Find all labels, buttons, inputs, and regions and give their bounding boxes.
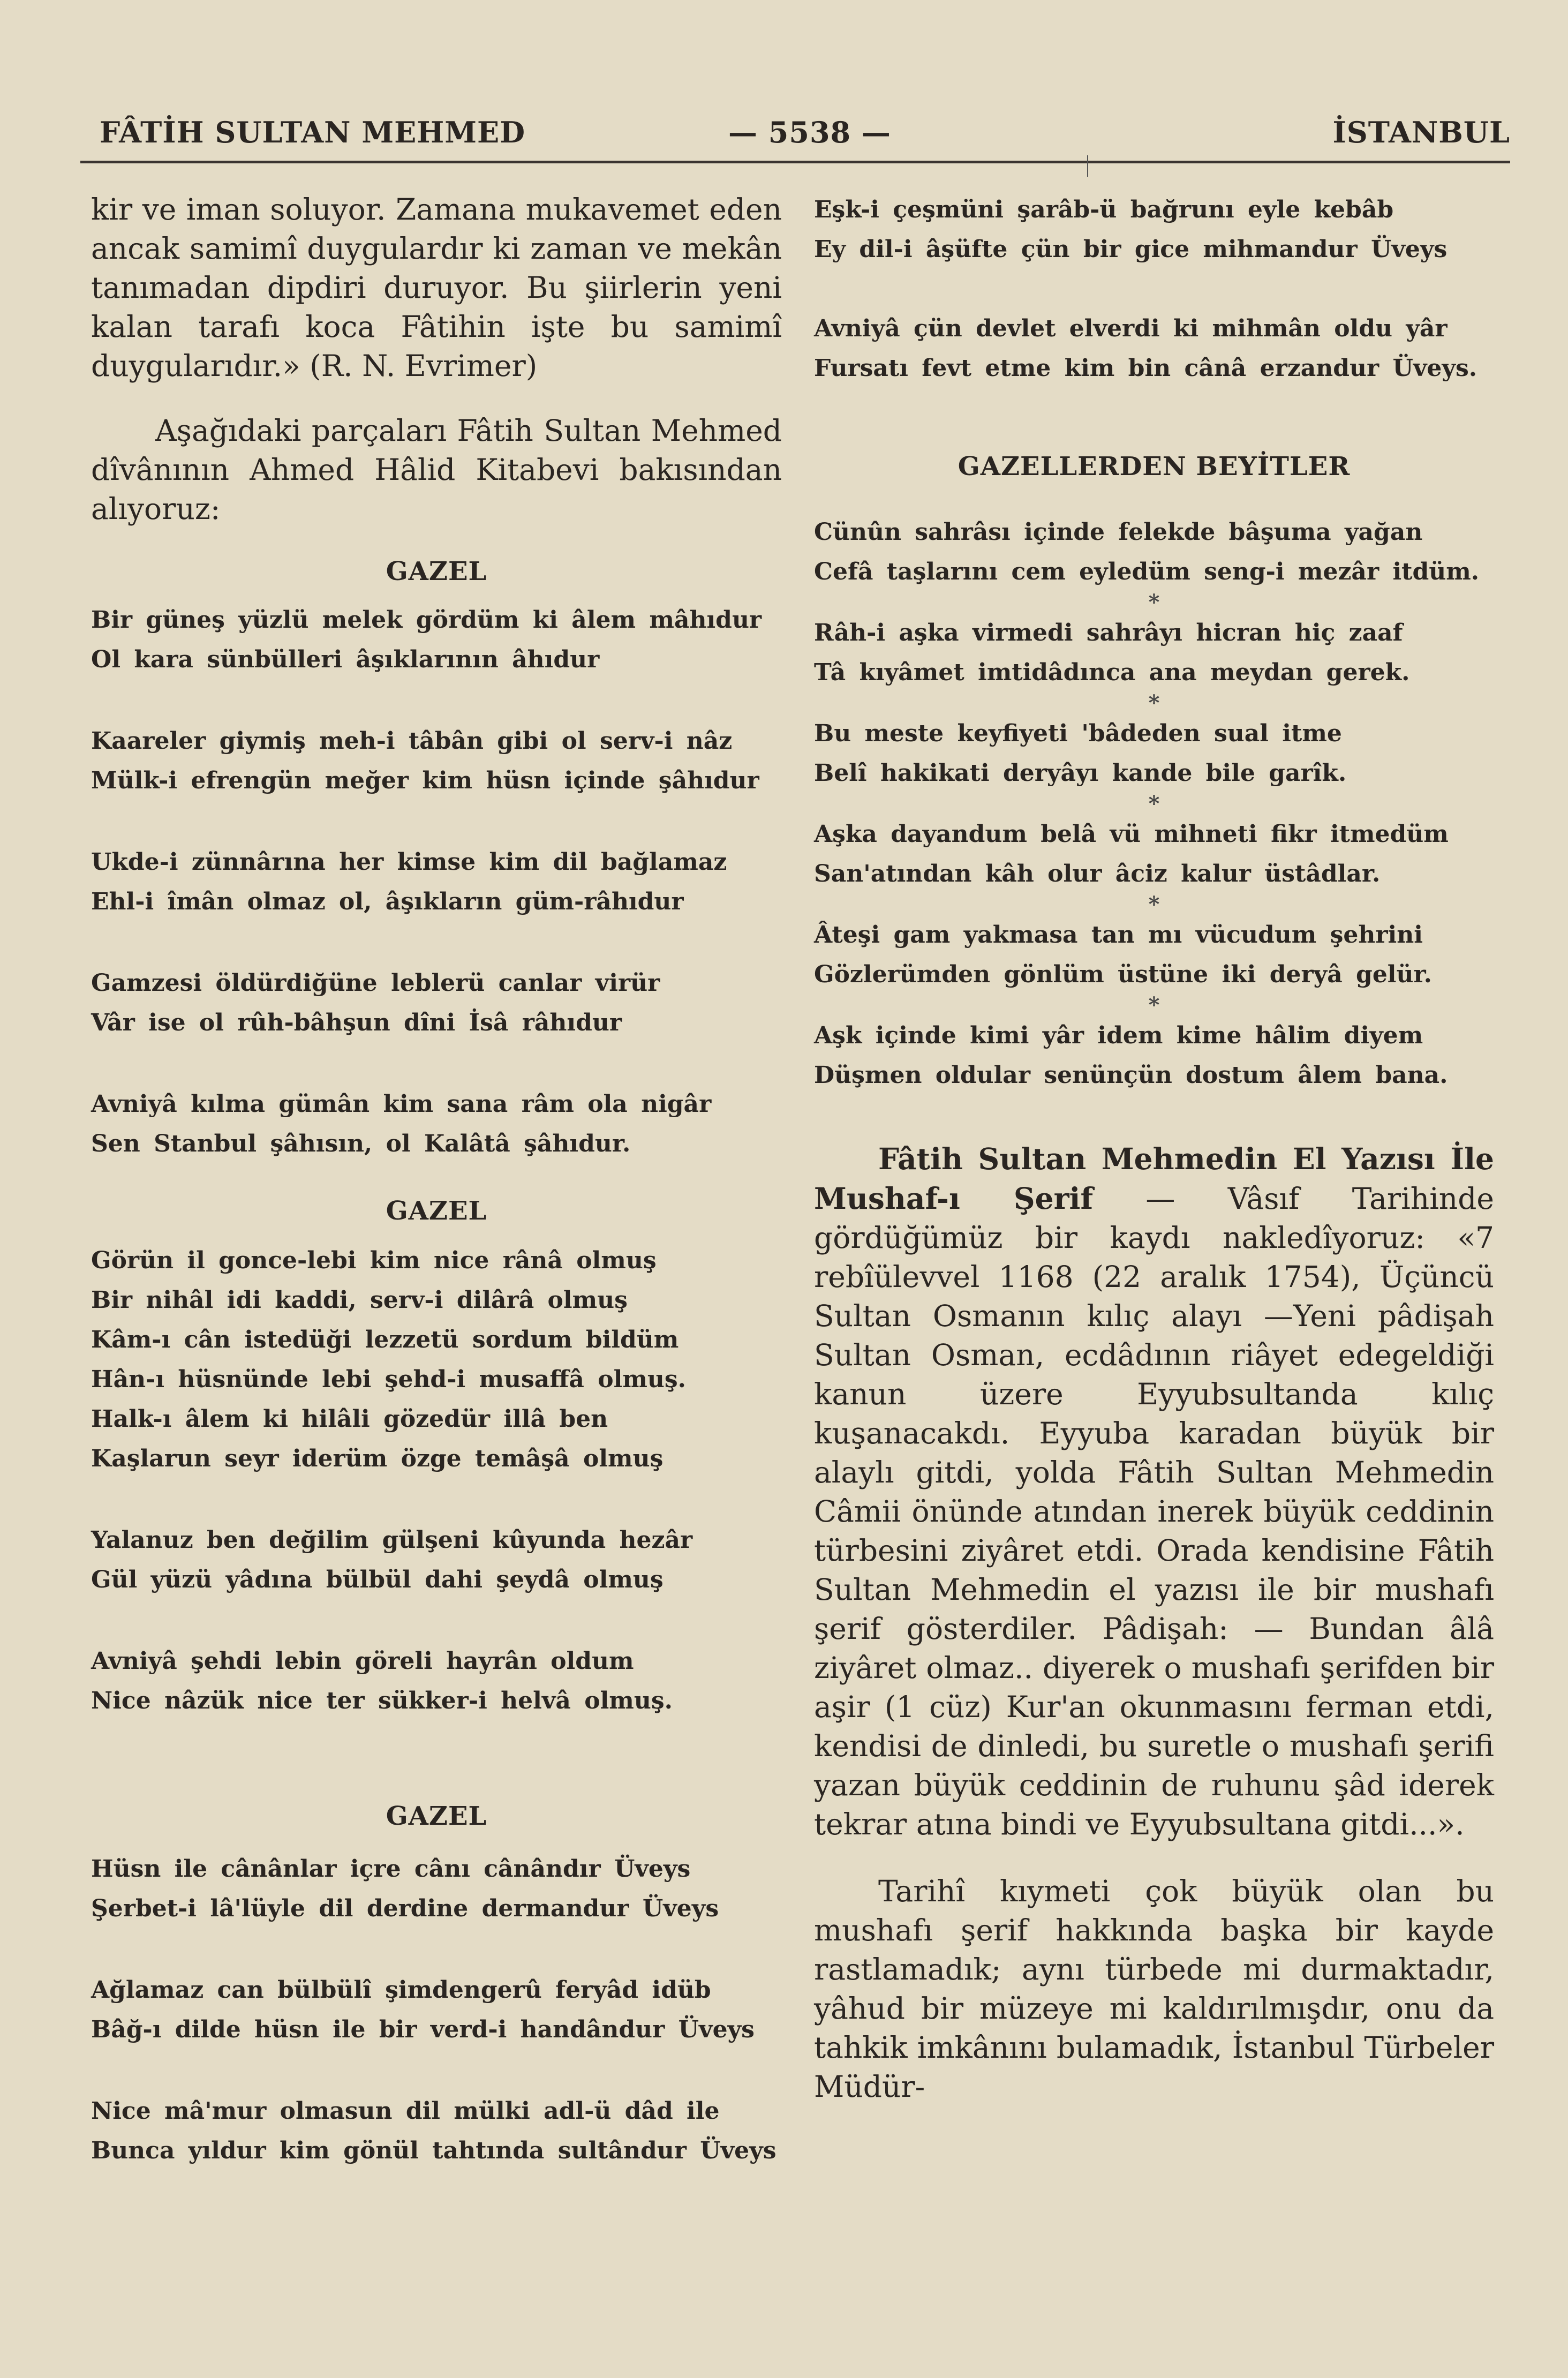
header-volume-title: İSTANBUL	[1332, 115, 1510, 149]
couplet	[814, 190, 1494, 269]
couplet	[91, 842, 782, 922]
couplet	[814, 309, 1494, 388]
gazel-heading: GAZEL	[386, 1196, 487, 1226]
article-body: — Vâsıf Tarihinde gördüğümüz bir kaydı nakledîyoruz: «7 rebîülevvel 1168 (22 aralık 1754), Üçüncü Sultan Osmanın kılıç alayı —Yeni pâdişah Sultan Osman, ecdâdının riâyet edegeldiği kanun üzere Eyyubsultanda kılıç kuşanacakdı. Eyyuba karadan büyük bir alaylı gitdi, yolda Fâtih Sultan Mehmedin Câmii önünde atından inerek büyük ceddinin türbesini ziyâret etdi. Orada kendisine Fâtih Sultan Mehmedin el yazısı ile bir mushafı şerif gösterdiler. Pâdişah: — Bundan âlâ ziyâret olmaz.. diyerek o mushafı şerifden bir aşir (1 cüz) Kur'an okunmasını ferman etdi, kendisi de dinledi, bu suretle o mushafı şerifi yazan büyük ceddinin de ruhunu şâd iderek tekrar atına bindi ve Eyyubsultana gitdi...».	[814, 1182, 1494, 1841]
couplet	[91, 600, 782, 680]
couplet	[91, 721, 782, 801]
gazel-poem-1	[91, 600, 782, 1164]
couplet	[91, 2091, 782, 2171]
right-column	[814, 190, 1494, 2106]
gazel-poem-3-continued	[814, 190, 1494, 388]
verse-line: Bir nihâl idi kaddi, serv-i dilârâ olmuş	[91, 1286, 628, 1314]
verse-line: Tâ kıyâmet imtidâdınca ana meydan gerek.	[814, 659, 1410, 686]
separator-star: *	[1148, 791, 1160, 816]
couplet	[814, 1016, 1494, 1095]
verse-line: Bâğ-ı dilde hüsn ile bir verd-i handândur Üveys	[91, 2016, 755, 2043]
verse-line: Vâr ise ol rûh-bâhşun dîni İsâ râhıdur	[91, 1009, 622, 1036]
verse-line: Eşk-i çeşmüni şarâb-ü bağrunı eyle kebâb	[814, 196, 1394, 223]
article-lead: Fâtih Sultan Mehmedin El Yazısı İle Mushaf-ı Şerif	[814, 1141, 1494, 1216]
verse-line: Bir güneş yüzlü melek gördüm ki âlem mâhıdur	[91, 606, 762, 634]
separator-star: *	[1148, 690, 1160, 716]
intro-paragraph: kir ve iman soluyor. Zamana mukavemet eden ancak samimî duygulardır ki zaman ve mekân tanımadan dipdiri duruyor. Bu şiirlerin yeni kalan tarafı koca Fâtihin işte bu samimî duygularıdır.» (R. N. Evrimer)	[91, 192, 782, 383]
verse-line: Belî hakikati deryâyı kande bile garîk.	[814, 759, 1347, 787]
verse-line: Aşka dayandum belâ vü mihneti fikr itmedüm	[814, 821, 1449, 848]
header-section-title: FÂTİH SULTAN MEHMED	[100, 115, 526, 149]
verse-line: Görün il gonce-lebi kim nice rânâ olmuş	[91, 1247, 657, 1274]
verse-line: Avniyâ kılma gümân kim sana râm ola nigâr	[91, 1090, 712, 1118]
verse-line: Râh-i aşka virmedi sahrâyı hicran hiç zaaf	[814, 619, 1403, 646]
verse-line: Ol kara sünbülleri âşıklarının âhıdur	[91, 646, 600, 673]
couplet	[91, 1085, 782, 1164]
verse-line: Cefâ taşlarını cem eyledüm seng-i mezâr itdüm.	[814, 558, 1480, 585]
verse-line: Kâm-ı cân istedüği lezzetü sordum bildüm	[91, 1326, 679, 1353]
verse-line: Hüsn ile cânânlar içre cânı cânândır Üveys	[91, 1855, 691, 1883]
separator-star: *	[1148, 892, 1160, 917]
verse-line: Hân-ı hüsnünde lebi şehd-i musaffâ olmuş.	[91, 1366, 686, 1393]
verse-line: Cünûn sahrâsı içinde felekde bâşuma yağan	[814, 518, 1423, 546]
verse-line: Yalanuz ben değilim gülşeni kûyunda hezâr	[91, 1526, 693, 1554]
couplet	[91, 1849, 782, 1929]
verse-line: Gül yüzü yâdına bülbül dahi şeydâ olmuş	[91, 1566, 664, 1593]
verse-line: Nice mâ'mur olmasun dil mülki adl-ü dâd ile	[91, 2097, 720, 2125]
running-header	[80, 115, 1510, 158]
verse-line: Mülk-i efrengün meğer kim hüsn içinde şâhıdur	[91, 767, 759, 794]
verse-line: Kaareler giymiş meh-i tâbân gibi ol serv-i nâz	[91, 727, 733, 755]
article-paragraph-2: Tarihî kıymeti çok büyük olan bu mushafı şerif hakkında başka bir kayde rastlamadık; aynı türbede mi durmaktadır, yâhud bir müzeye mi kaldırılmışdır, onu da tahkik imkânını bulamadık, İstanbul Türbeler Müdür-	[814, 1874, 1494, 2104]
header-page-number: — 5538 —	[728, 115, 891, 149]
article-paragraph	[814, 1139, 1494, 1844]
couplet	[91, 964, 782, 1043]
source-paragraph: Aşağıdaki parçaları Fâtih Sultan Mehmed dîvânının Ahmed Hâlid Kitabevi bakısından alıyoruz:	[91, 413, 782, 526]
verse-line: Bu meste keyfiyeti 'bâdeden sual itme	[814, 720, 1342, 747]
left-column	[91, 190, 782, 2171]
couplet	[814, 714, 1494, 793]
verse-line: Fursatı fevt etme kim bin cânâ erzandur Üveys.	[814, 355, 1477, 382]
couplet	[814, 513, 1494, 592]
verse-line: Halk-ı âlem ki hilâli gözedür illâ ben	[91, 1405, 608, 1433]
verse-line: Avniyâ çün devlet elverdi ki mihmân oldu yâr	[814, 315, 1448, 342]
verse-line: Nice nâzük nice ter sükker-i helvâ olmuş.	[91, 1687, 673, 1714]
couplet	[814, 613, 1494, 693]
couplet	[814, 915, 1494, 995]
couplet	[814, 815, 1494, 894]
verse-line: Âteşi gam yakmasa tan mı vücudum şehrini	[814, 921, 1423, 949]
gazel-heading: GAZEL	[386, 556, 487, 586]
couplet	[91, 1642, 782, 1721]
gazel-poem-2	[91, 1241, 782, 1721]
separator-star: *	[1148, 590, 1160, 615]
selected-couplets	[814, 513, 1494, 1095]
column-divider	[1087, 155, 1088, 177]
beyitler-heading: GAZELLERDEN BEYİTLER	[958, 451, 1351, 481]
gazel-poem-3	[91, 1849, 782, 2171]
verse-line: Gamzesi öldürdiğüne leblerü canlar virür	[91, 969, 660, 997]
verse-line: Düşmen oldular senünçün dostum âlem bana.	[814, 1062, 1448, 1089]
couplet	[91, 1241, 782, 1479]
verse-line: San'atından kâh olur âciz kalur üstâdlar.	[814, 860, 1381, 887]
separator-star: *	[1148, 992, 1160, 1018]
couplet	[91, 1970, 782, 2050]
header-rule	[80, 161, 1510, 163]
verse-line: Ukde-i zünnârına her kimse kim dil bağlamaz	[91, 848, 727, 876]
gazel-heading: GAZEL	[386, 1801, 487, 1831]
verse-line: Ehl-i îmân olmaz ol, âşıkların güm-râhıdur	[91, 888, 684, 915]
verse-line: Aşk içinde kimi yâr idem kime hâlim diyem	[814, 1022, 1423, 1049]
verse-line: Ağlamaz can bülbülî şimdengerû feryâd idüb	[91, 1976, 711, 2004]
verse-line: Avniyâ şehdi lebin göreli hayrân oldum	[91, 1647, 634, 1675]
couplet	[91, 1521, 782, 1600]
verse-line: Kaşlarun seyr iderüm özge temâşâ olmuş	[91, 1445, 664, 1472]
verse-line: Şerbet-i lâ'lüyle dil derdine dermandur Üveys	[91, 1895, 719, 1922]
verse-line: Ey dil-i âşüfte çün bir gice mihmandur Üveys	[814, 236, 1448, 263]
verse-line: Gözlerümden gönlüm üstüne iki deryâ gelür.	[814, 961, 1432, 988]
verse-line: Sen Stanbul şâhısın, ol Kalâtâ şâhıdur.	[91, 1130, 631, 1157]
verse-line: Bunca yıldur kim gönül tahtında sultândur Üveys	[91, 2137, 777, 2164]
